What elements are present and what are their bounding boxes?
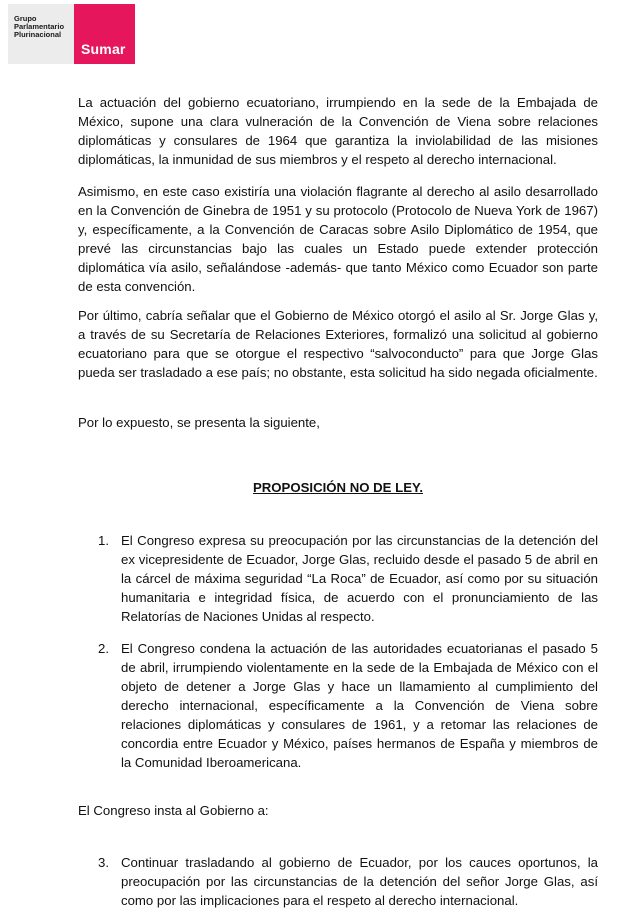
proposal-title: PROPOSICIÓN NO DE LEY. [252, 480, 423, 495]
item-number: 2. [98, 641, 109, 656]
brand-block [74, 4, 135, 64]
item-text: El Congreso condena la actuación de las autoridades ecuatorianas el pasado 5 de abril, irrumpiendo violentamente en la sede de la Embajada de México con el objeto de detener a Jorge Glas y hace un llamamiento al cumplimiento del derecho internacional, específicamente a la Convención de Viena sobre relaciones diplomáticas y consulares de 1961, y a retomar las relaciones de concordia entre Ecuador y México, países hermanos de España y miembros de la Comunidad Iberoamericana. [121, 641, 598, 770]
paragraph-safe-conduct: Por último, cabría señalar que el Gobierno de México otorgó el asilo al Sr. Jorge Glas y, a través de su Secretaría de Relaciones Exteriores, formalizó una solicitud al gobierno ecuatoriano para que se otorgue el respectivo “salvoconducto” para que Jorge Glas pueda ser trasladado a ese país; no obstante, esta solicitud ha sido negada oficialmente. [78, 308, 598, 380]
item-number: 1. [98, 533, 109, 548]
paragraph-asylum: Asimismo, en este caso existiría una violación flagrante al derecho al asilo desarrollado en la Convención de Ginebra de 1951 y su protocolo (Protocolo de Nueva York de 1967) y, específicamente, a la Convención de Caracas sobre Asilo Diplomático de 1954, que prevé las circunstancias bajo las cuales un Estado puede extender protección diplomática vía asilo, señalándose -además- que tanto México como Ecuador son parte de esta convención. [78, 184, 598, 294]
paragraph-embassy: La actuación del gobierno ecuatoriano, irrumpiendo en la sede de la Embajada de México, supone una clara vulneración de la Convención de Viena sobre relaciones diplomáticas y consulares de 1964 que garantiza la inviolabilidad de las misiones diplomáticas, la inmunidad de sus miembros y el respeto al derecho internacional. [78, 95, 598, 167]
group-name-line2: Parlamentario [14, 22, 65, 31]
paragraph-intro: Por lo expuesto, se presenta la siguiente, [78, 415, 320, 430]
brand-name: Sumar [81, 41, 126, 57]
item-text: Continuar trasladando al gobierno de Ecuador, por los cauces oportunos, la preocupación por las circunstancias de la detención del señor Jorge Glas, así como por las implicaciones para el respeto al derecho internacional. [121, 855, 598, 908]
group-name [14, 15, 74, 39]
group-logo [8, 4, 135, 64]
item-number: 3. [98, 855, 109, 870]
paragraph-congress-urges: El Congreso insta al Gobierno a: [78, 803, 269, 818]
group-name-line3: Plurinacional [14, 30, 62, 39]
item-text: El Congreso expresa su preocupación por las circunstancias de la detención del ex vicepresidente de Ecuador, Jorge Glas, recluido desde el pasado 5 de abril en la cárcel de máxima seguridad “La Roca” de Ecuador, así como por su situación humanitaria e integridad física, de acuerdo con el pronunciamiento de las Relatorías de Naciones Unidas al respecto. [121, 533, 598, 624]
group-name-line1: Grupo [14, 14, 37, 23]
